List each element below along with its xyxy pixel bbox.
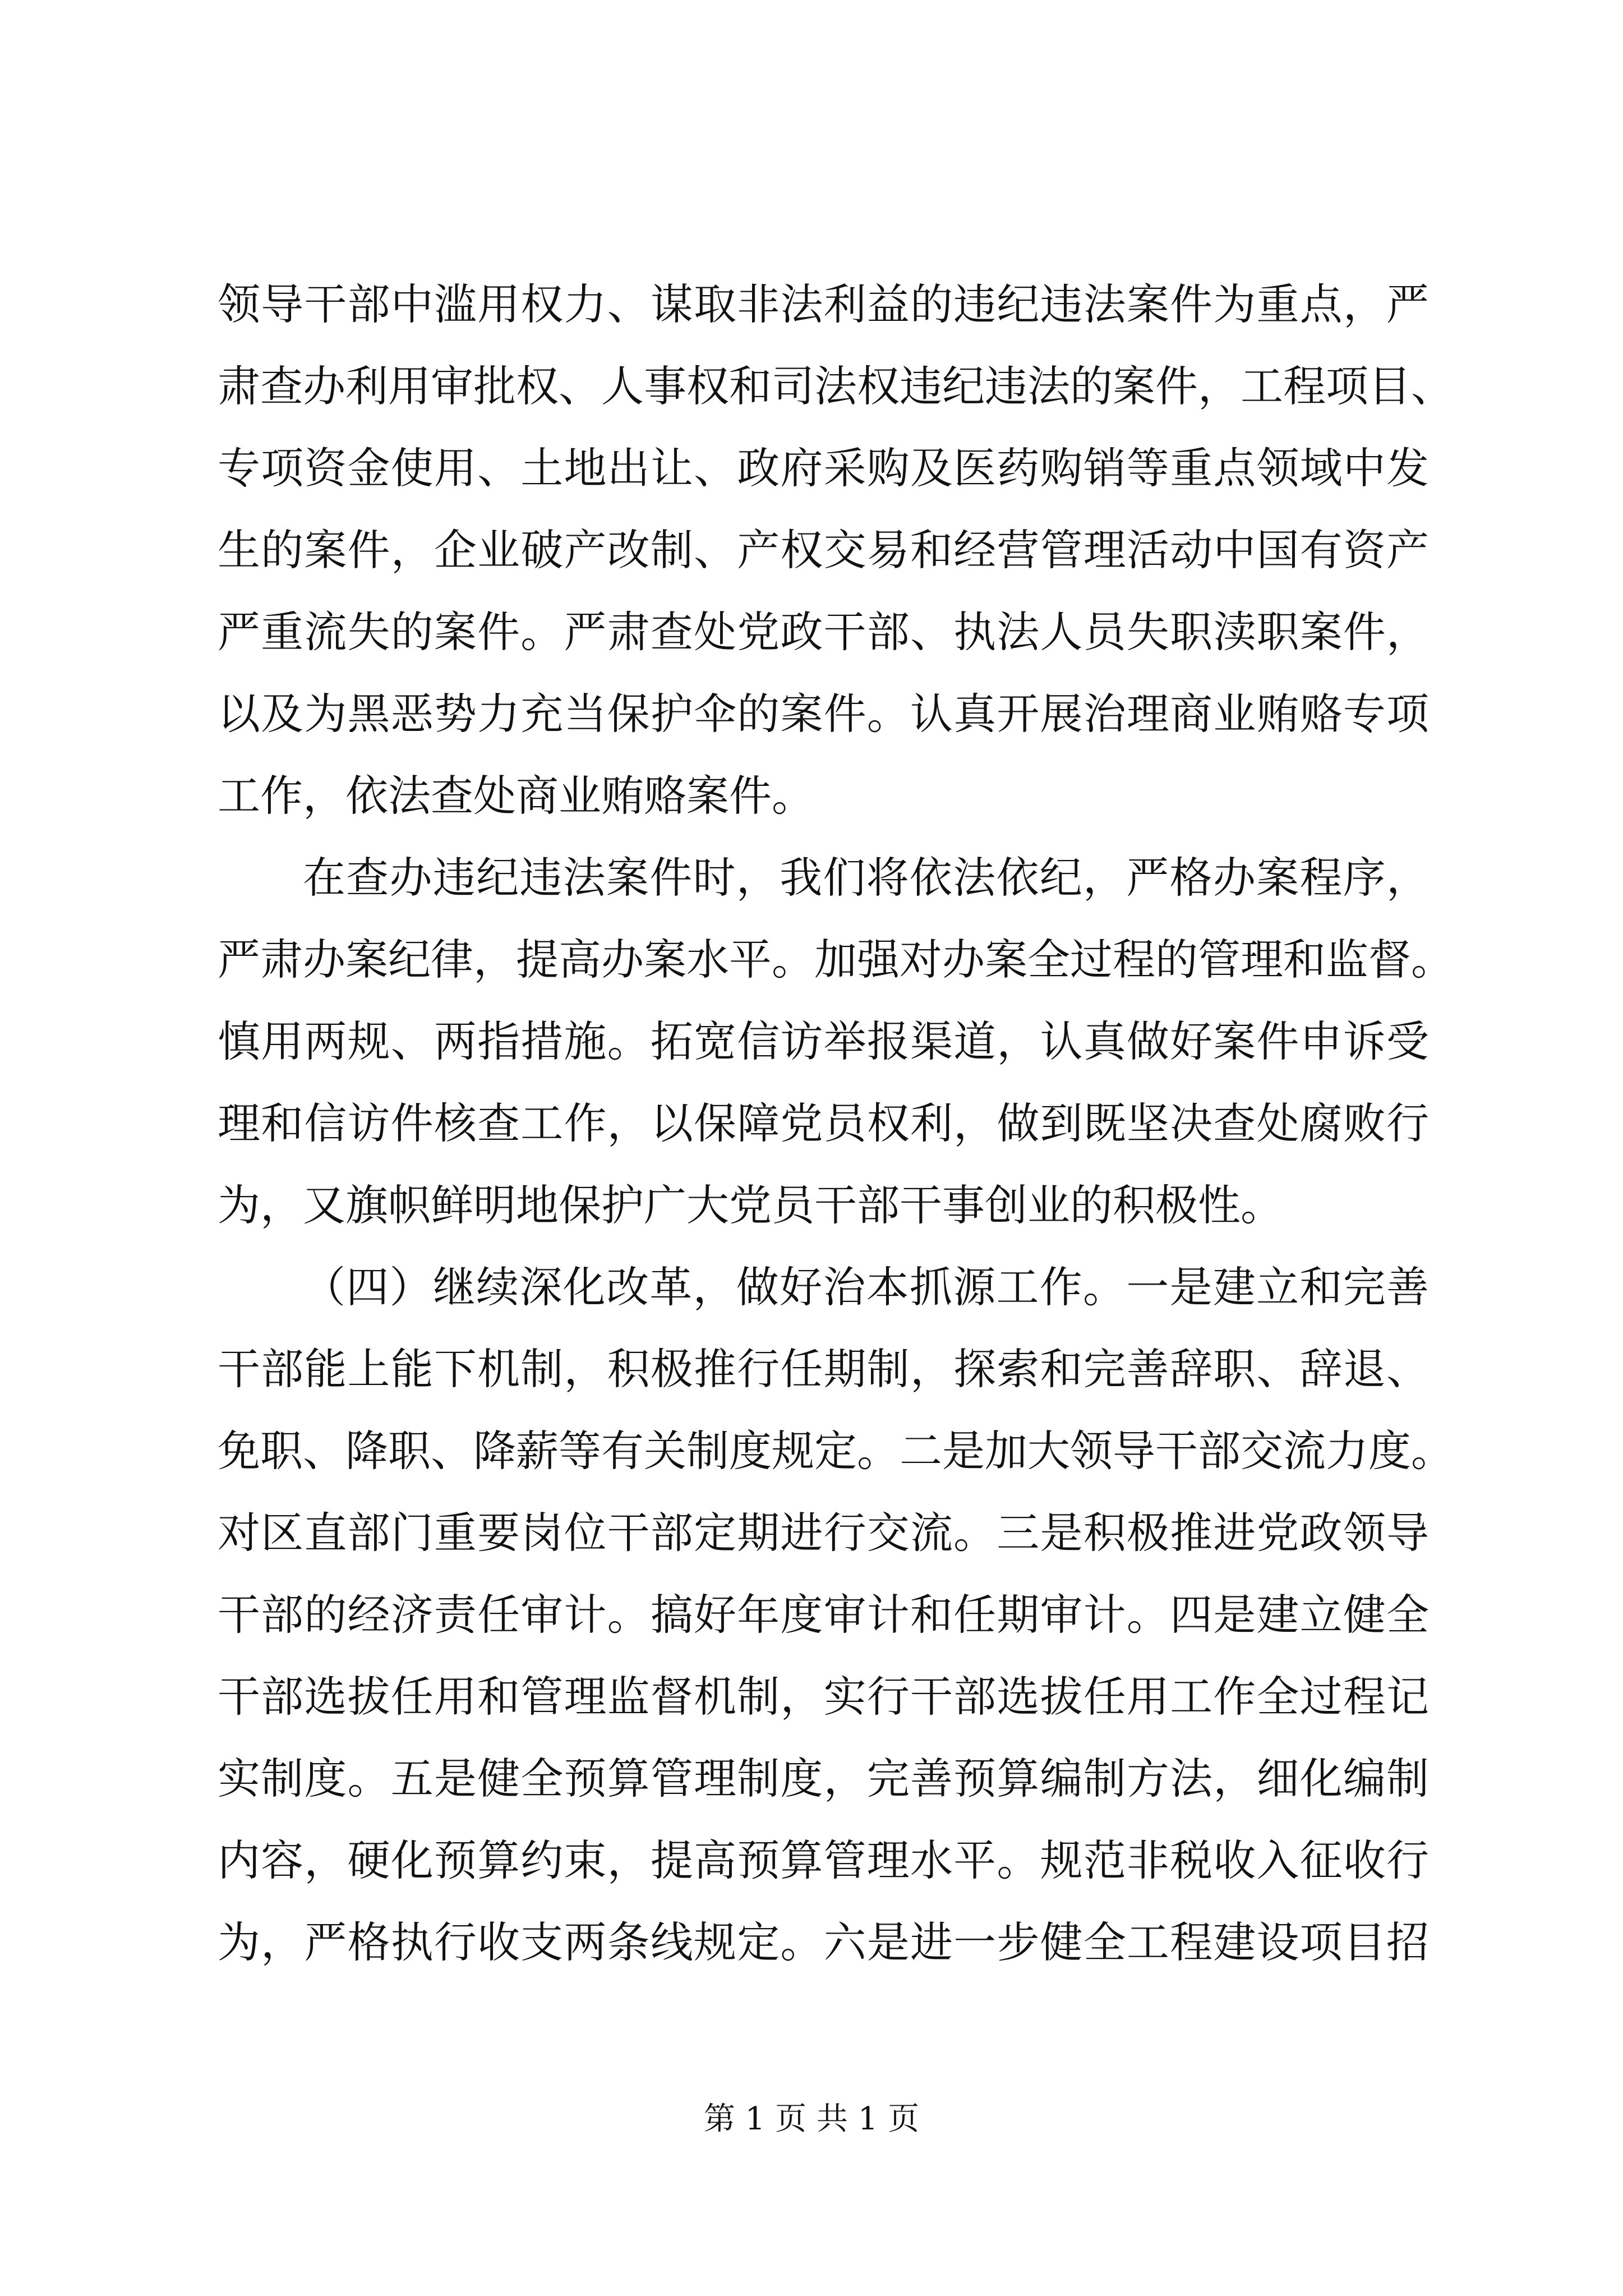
page-indicator: 第 1 页 共 1 页 — [703, 2101, 920, 2137]
paragraph-1-line-2: 肃查办利用审批权、人事权和司法权违纪违法的案件，工程项目、 — [218, 361, 1454, 411]
paragraph-3-line-7: 实制度。五是健全预算管理制度，完善预算编制方法，细化编制 — [218, 1754, 1429, 1803]
paragraph-3-line-1: （四）继续深化改革，做好治本抓源工作。一是建立和完善 — [303, 1262, 1429, 1312]
paragraph-2-line-4: 理和信访件核查工作，以保障党员权利，做到既坚决查处腐败行 — [218, 1098, 1429, 1148]
paragraph-3-line-6: 干部选拔任用和管理监督机制，实行干部选拔任用工作全过程记 — [218, 1672, 1429, 1722]
paragraph-3-line-5: 干部的经济责任审计。搞好年度审计和任期审计。四是建立健全 — [218, 1590, 1429, 1640]
paragraph-1-line-1: 领导干部中滥用权力、谋取非法利益的违纪违法案件为重点，严 — [218, 279, 1429, 329]
paragraph-3-line-2: 干部能上能下机制，积极推行任期制，探索和完善辞职、辞退、 — [218, 1344, 1429, 1394]
paragraph-3-line-3: 免职、降职、降薪等有关制度规定。二是加大领导干部交流力度。 — [218, 1426, 1454, 1476]
paragraph-3-line-4: 对区直部门重要岗位干部定期进行交流。三是积极推进党政领导 — [218, 1508, 1429, 1558]
paragraph-3-line-9: 为，严格执行收支两条线规定。六是进一步健全工程建设项目招 — [218, 1917, 1429, 1967]
paragraph-1-line-5: 严重流失的案件。严肃查处党政干部、执法人员失职渎职案件， — [218, 607, 1429, 657]
paragraph-3-line-8: 内容，硬化预算约束，提高预算管理水平。规范非税收入征收行 — [218, 1835, 1429, 1885]
paragraph-1-line-6: 以及为黑恶势力充当保护伞的案件。认真开展治理商业贿赂专项 — [218, 689, 1429, 739]
paragraph-1-line-3: 专项资金使用、土地出让、政府采购及医药购销等重点领域中发 — [218, 443, 1429, 493]
paragraph-2-line-5: 为，又旗帜鲜明地保护广大党员干部干事创业的积极性。 — [218, 1180, 1283, 1230]
document-body — [218, 264, 1454, 1984]
paragraph-1-line-7: 工作，依法查处商业贿赂案件。 — [218, 771, 814, 821]
page-footer — [0, 2097, 1623, 2142]
paragraph-2-line-1: 在查办违纪违法案件时，我们将依法依纪，严格办案程序， — [303, 853, 1429, 903]
paragraph-2-line-2: 严肃办案纪律，提高办案水平。加强对办案全过程的管理和监督。 — [218, 935, 1454, 984]
paragraph-2-line-3: 慎用两规、两指措施。拓宽信访举报渠道，认真做好案件申诉受 — [218, 1016, 1429, 1066]
paragraph-1-line-4: 生的案件，企业破产改制、产权交易和经营管理活动中国有资产 — [218, 525, 1429, 575]
